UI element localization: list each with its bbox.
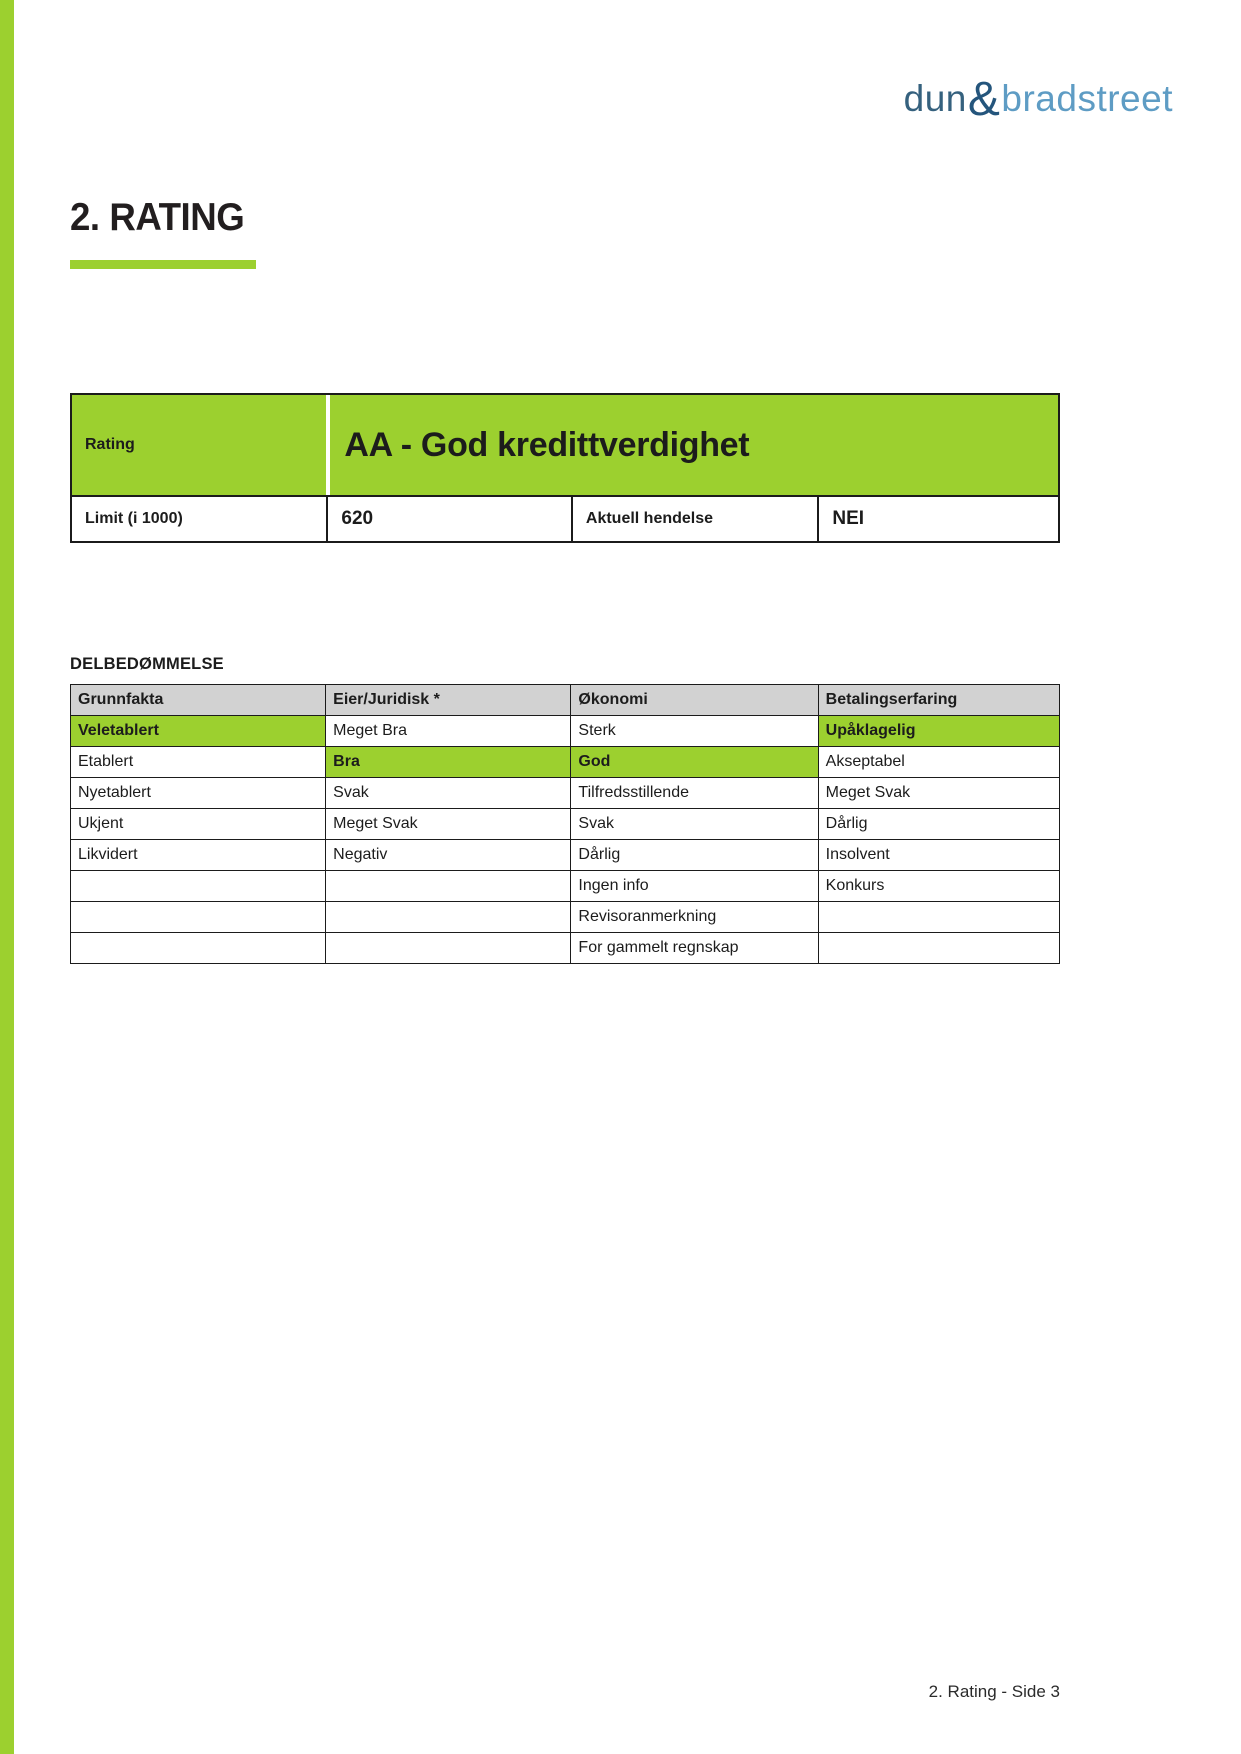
page-footer: 2. Rating - Side 3 (928, 1682, 1060, 1701)
assessment-cell: For gammelt regnskap (571, 933, 818, 964)
rating-value: AA - God kredittverdighet (344, 425, 750, 464)
assessment-cell: Ingen info (571, 871, 818, 902)
dun-bradstreet-logo (903, 73, 1173, 126)
assessment-cell: Akseptabel (818, 747, 1059, 778)
assessment-cell: Svak (571, 809, 818, 840)
logo-ampersand-icon: & (967, 73, 1001, 126)
assessment-cell: Nyetablert (71, 778, 326, 809)
assessment-cell: Bra (326, 747, 571, 778)
rating-value-cell (330, 395, 1058, 495)
rating-detail-row (72, 495, 1058, 541)
column-header-betalingserfaring: Betalingserfaring (818, 685, 1059, 716)
assessment-cell: Meget Bra (326, 716, 571, 747)
limit-label-cell (72, 497, 326, 541)
assessment-cell: Tilfredsstillende (571, 778, 818, 809)
limit-label: Limit (i 1000) (85, 510, 183, 527)
column-header-eier-juridisk: Eier/Juridisk * (326, 685, 571, 716)
assessment-row (71, 840, 1060, 871)
assessment-cell (326, 902, 571, 933)
rating-summary-table (70, 393, 1060, 543)
assessment-cell: Insolvent (818, 840, 1059, 871)
assessment-cell: Konkurs (818, 871, 1059, 902)
limit-value: 620 (341, 508, 374, 529)
assessment-cell: Negativ (326, 840, 571, 871)
assessment-cell: Upåklagelig (818, 716, 1059, 747)
assessment-cell: Revisoranmerkning (571, 902, 818, 933)
assessment-row (71, 902, 1060, 933)
rating-label: Rating (85, 436, 135, 453)
assessment-section-heading: DELBEDØMMELSE (70, 655, 224, 673)
assessment-cell: Meget Svak (326, 809, 571, 840)
event-label: Aktuell hendelse (585, 510, 714, 527)
assessment-cell: Svak (326, 778, 571, 809)
assessment-row (71, 871, 1060, 902)
assessment-cell: Likvidert (71, 840, 326, 871)
page-edge-accent-bar (0, 0, 14, 1754)
assessment-cell (818, 902, 1059, 933)
logo-text-dun: dun (903, 78, 967, 119)
assessment-cell: Meget Svak (818, 778, 1059, 809)
assessment-row (71, 716, 1060, 747)
assessment-cell (326, 933, 571, 964)
limit-value-cell (326, 497, 571, 541)
rating-banner-row (72, 395, 1058, 495)
assessment-cell: Etablert (71, 747, 326, 778)
assessment-cell (71, 933, 326, 964)
column-header-grunnfakta: Grunnfakta (71, 685, 326, 716)
assessment-cell (818, 933, 1059, 964)
assessment-cell (71, 902, 326, 933)
assessment-cell: Veletablert (71, 716, 326, 747)
assessment-cell: Ukjent (71, 809, 326, 840)
assessment-cell (326, 871, 571, 902)
event-value-cell (817, 497, 1058, 541)
page-title: 2. RATING (70, 196, 245, 239)
logo-text-bradstreet: bradstreet (1001, 78, 1173, 119)
event-value: NEI (832, 508, 865, 529)
assessment-row (71, 809, 1060, 840)
assessment-cell: Sterk (571, 716, 818, 747)
assessment-row (71, 778, 1060, 809)
rating-label-cell (72, 395, 326, 495)
assessment-table (70, 684, 1060, 964)
assessment-row (71, 933, 1060, 964)
assessment-cell: God (571, 747, 818, 778)
assessment-cell (71, 871, 326, 902)
assessment-cell: Dårlig (818, 809, 1059, 840)
assessment-cell: Dårlig (571, 840, 818, 871)
event-label-cell (571, 497, 818, 541)
title-underline-rule (70, 260, 256, 269)
assessment-header-row (71, 685, 1060, 716)
assessment-row (71, 747, 1060, 778)
column-header-okonomi: Økonomi (571, 685, 818, 716)
